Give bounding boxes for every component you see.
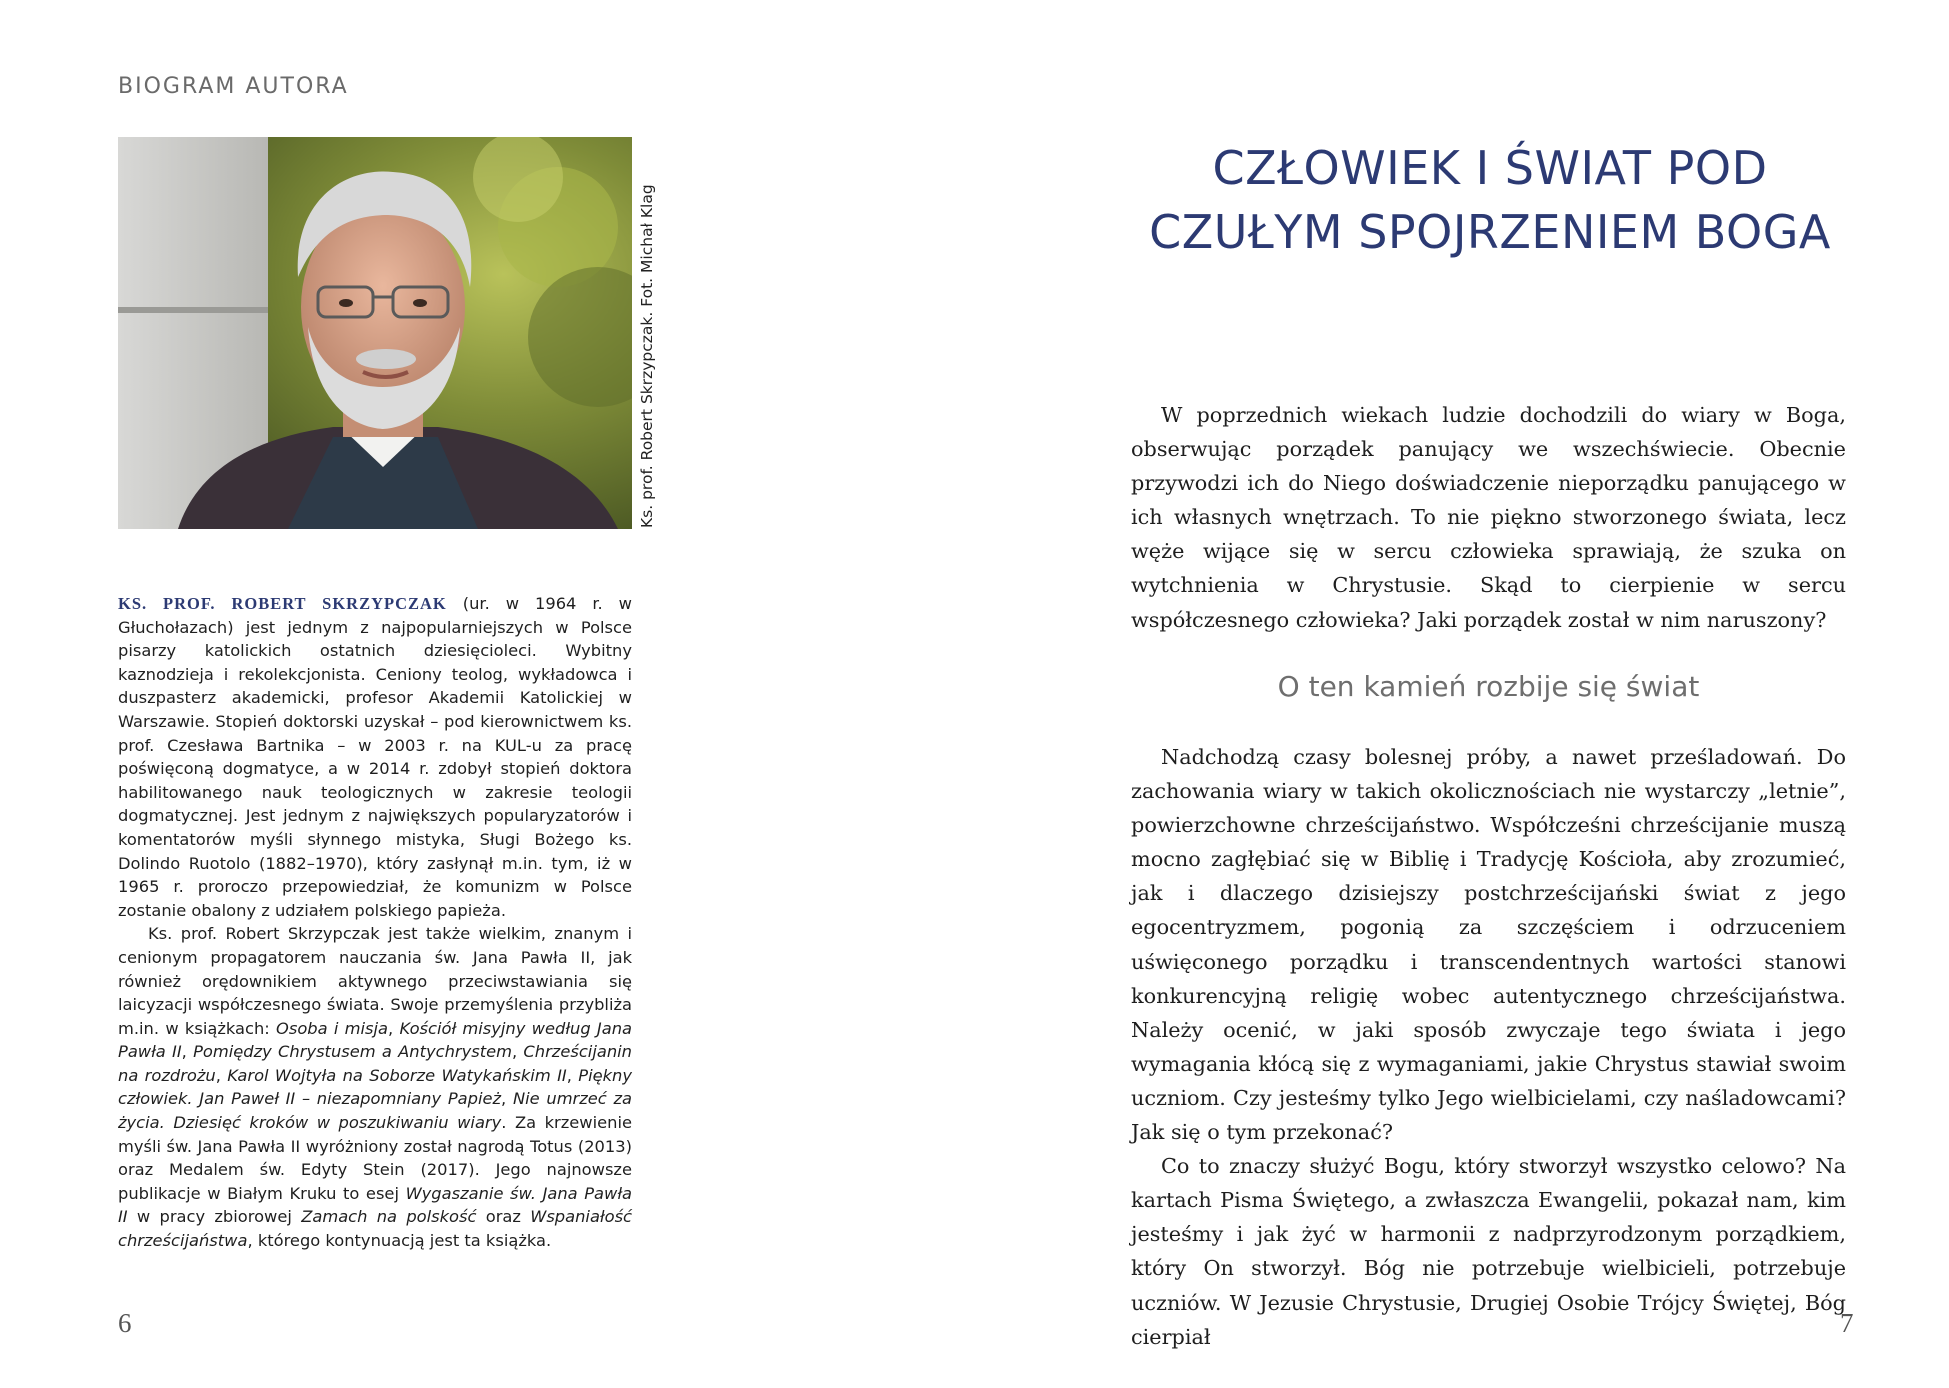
bio-p2-run: Pomiędzy Chrystusem a Antychrystem (193, 1042, 512, 1062)
chapter-title-line-1: CZŁOWIEK I ŚWIAT POD (1212, 141, 1768, 195)
bio-paragraph-2 (118, 922, 632, 1252)
section-heading: O ten kamień rozbije się świat (1277, 670, 1700, 703)
bio-p1-run: KS. PROF. ROBERT SKRZYPCZAK (118, 594, 447, 613)
author-photo (118, 137, 632, 529)
intro-paragraph: W poprzednich wiekach ludzie dochodzili do wiary w Boga, obserwując porządek panujący we wszechświecie. Obecnie przywodzi ich do Niego doświadczenie nieporządku panującego w ich własnych wnętrzach. To nie piękno stworzonego świata, lecz węże wijące się w sercu człowieka sprawiają, że szuka on wytchnienia w Chrystusie. Skąd to cierpienie w sercu współczesnego człowieka? Jaki porządek został w nim naruszony? (1131, 403, 1846, 632)
bio-p2-run: , (501, 1089, 513, 1109)
intro-text (1131, 398, 1846, 637)
bio-p2-run: Nie umrzeć za życia. Dziesięć kroków w poszukiwaniu wiary (118, 1089, 632, 1133)
bio-p2-run: Chrześcijanin na rozdrożu (118, 1042, 632, 1085)
bio-p2-run: , (181, 1042, 194, 1062)
page-number-left: 6 (118, 1308, 132, 1338)
bio-p2-run: Piękny człowiek. Jan Paweł II – niezapomniany Papież (118, 1065, 632, 1109)
bio-p2-run: Kościół misyjny według Jana Pawła II (118, 1018, 632, 1062)
bio-p2-run: Ks. prof. Robert Skrzypczak jest także wielkim, znanym i cenionym propagatorem nauczania św. Jana Pawła II, jak również orędownikiem aktywnego przeciwstawiania się laicyzacji współczesnego świata. Swoje przemyślenia przybliża m.in. w książkach: (118, 924, 632, 1038)
bio-p2-run: Osoba i misja (276, 1018, 389, 1038)
bio-p2-run: Wspaniałość chrześcijaństwa (118, 1207, 633, 1251)
body-paragraph-2: Nadchodzą czasy bolesnej próby, a nawet prześladowań. Do zachowania wiary w takich okolicznościach nie wystarczy „letnie”, powierzchowne chrześcijaństwo. Współcześni chrześcijanie muszą mocno zagłębiać się w Biblię i Tradycję Kościoła, aby zrozumieć, jak i dlaczego dzisiejszy postchrześcijański świat z jego egocentryzmem, pogonią za szczęściem i odrzuceniem uświęconego porządku i transcendentnych wartości stanowi konkurencyjną religię wobec autentycznego chrześcijaństwa. Należy ocenić, w jaki sposób zwyczaje tego świata i jego wymagania kłócą się z wymaganiami, jakie Chrystus stawiał swoim uczniom. Czy jesteśmy tylko Jego wielbicielami, czy naśladowcami? Jak się o tym przekonać? (1131, 745, 1846, 1145)
bio-p2-run: w pracy zbiorowej (127, 1207, 302, 1227)
bio-paragraph-1 (118, 592, 632, 922)
bio-p2-run: Karol Wojtyła na Soborze Watykańskim II (227, 1065, 567, 1085)
left-page (0, 0, 974, 1388)
bio-p2-run: , (388, 1018, 400, 1038)
running-head: BIOGRAM AUTORA (118, 74, 349, 99)
bio-p2-run: , (511, 1042, 524, 1062)
author-bio (118, 592, 632, 1253)
body-paragraph-3: Co to znaczy służyć Bogu, który stworzył wszystko celowo? Na kartach Pisma Świętego, a zwłaszcza Ewangelii, pokazał nam, kim jesteśmy i jak żyć w harmonii z nadprzyrodzonym porządkiem, który On stworzył. Bóg nie potrzebuje wielbicieli, potrzebuje uczniów. W Jezusie Chrystusie, Drugiej Osobie Trójcy Świętej, Bóg cierpiał (1131, 1154, 1846, 1349)
bio-p2-run: oraz (476, 1207, 531, 1227)
bio-p2-run: Wygaszanie św. Jana Pawła II (118, 1183, 632, 1227)
bio-p2-run: , którego kontynuacją jest ta książka. (247, 1231, 552, 1251)
chapter-title-line-2: CZUŁYM SPOJRZENIEM BOGA (1149, 205, 1831, 259)
bio-p1-run: (ur. w 1964 r. w Głuchołazach) jest jednym z najpopularniejszych w Polsce pisarzy katolickich ostatnich dziesięcioleci. Wybitny kaznodzieja i rekolekcjonista. Ceniony teolog, wykładowca i duszpasterz akademicki, profesor Akademii Katolickiej w Warszawie. Stopień doktorski uzyskał – pod kierownictwem ks. prof. Czesława Bartnika – w 2003 r. na KUL-u za pracę poświęconą dogmatyce, a w 2014 r. zdobył stopień doktora habilitowanego nauk teologicznych w zakresie teologii dogmatycznej. Jest jednym z największych popularyzatorów i komentatorów myśli słynnego mistyka, Sługi Bożego ks. Dolindo Ruotolo (1882–1970), który zasłynął m.in. tym, iż w 1965 r. proroczo przepowiedział, że komunizm w Polsce zostanie obalony z udziałem polskiego papieża. (118, 594, 632, 920)
bio-p2-run: , (215, 1065, 228, 1085)
photo-credit: Ks. prof. Robert Skrzypczak. Fot. Michał Klag (638, 184, 656, 528)
bio-p2-run: Zamach na polskość (301, 1207, 477, 1227)
bio-p2-run: . Za krzewienie myśli św. Jana Pawła II wyróżniony został nagrodą Totus (2013) oraz Medalem św. Edyty Stein (2017). Jego najnowsze publikacje w Białym Kruku to esej (118, 1113, 632, 1203)
section-text (1131, 740, 1846, 1354)
page-number-right: 7 (1840, 1308, 1854, 1338)
chapter-title (1120, 136, 1860, 264)
bio-p2-run: , (566, 1065, 579, 1085)
